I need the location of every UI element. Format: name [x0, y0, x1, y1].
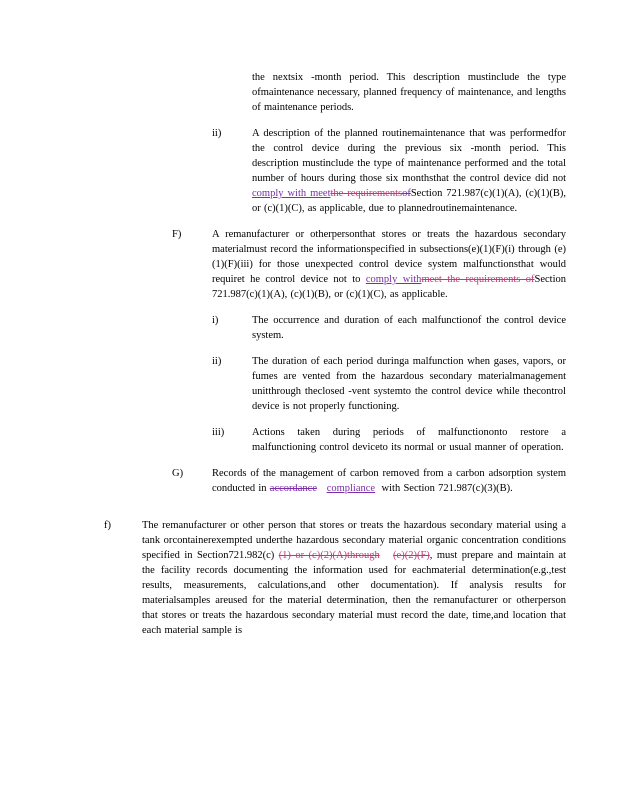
paragraph-text — [252, 354, 566, 414]
deletion-text: of — [402, 188, 411, 199]
text-run: samples are — [176, 595, 229, 606]
text-run: a malfunction when gases, vapors, or fumes are vented from the hazardous secondary material — [252, 356, 566, 382]
text-run: that the control device did not — [433, 173, 566, 184]
text-run: for the control device during the previous six -month period. This description must — [252, 128, 566, 169]
text-run: A remanufacturer or other — [212, 229, 332, 240]
list-marker: ii) — [212, 356, 222, 367]
list-marker: f) — [104, 520, 111, 531]
text-run: (e.g., — [530, 565, 552, 576]
list-marker: G) — [172, 468, 184, 479]
text-run: The occurrence and duration of each malfunction — [252, 315, 473, 326]
text-run: the hazardous secondary material organic concentration conditions specified in Section — [142, 535, 566, 561]
paragraph-text — [252, 70, 566, 115]
text-run: maintenance. — [461, 203, 518, 214]
list-item-F-i — [212, 313, 566, 343]
paragraph-text — [212, 466, 566, 496]
list-marker: iii) — [212, 427, 225, 438]
text-run: Section 721.987(c)(1)(A), (c)(1)(B), or (c)(1)(C), as applicable, due to planned — [252, 188, 566, 214]
text-run: The remanufacturer or other person that stores or treats the hazardous secondary material using a tank or — [142, 520, 566, 546]
text-run: exempted under — [211, 535, 280, 546]
text-run: The duration of each period during — [252, 356, 405, 367]
text-run: to the control device while the — [402, 386, 537, 397]
paragraph-text — [212, 227, 566, 302]
text-run: the nextsix -month period. This description mustinclude the type ofmaintenance necessary, planned frequency of maintenance, and lengths of maintenance periods. — [252, 72, 566, 113]
text-run: control device is not properly functioning. — [252, 386, 566, 412]
text-run: that would requiret he control device not to — [212, 259, 566, 285]
text-run: person — [331, 229, 360, 240]
text-run: to its normal or usual manner of operation. — [379, 442, 564, 453]
text-run: include the type of maintenance performed and the total number of hours during those six months — [252, 158, 566, 184]
insertion-text: comply with — [365, 274, 422, 285]
deletion-text: (1) or (c)(2)(A) — [278, 550, 348, 561]
text-run: maintenance that was performed — [411, 128, 554, 139]
text-run: , must prepare and maintain at the facility records documenting the information used for each — [142, 550, 566, 576]
paragraph-continuation — [252, 70, 566, 115]
list-item-F-records — [172, 227, 566, 302]
text-run: A description of the planned routine — [252, 128, 412, 139]
insertion-text: comply with meet — [252, 188, 331, 199]
list-item-F-ii — [212, 354, 566, 414]
list-item-F-iii — [212, 425, 566, 455]
text-run: through the — [268, 386, 318, 397]
text-run: and location that each material sample is — [142, 610, 566, 636]
paragraph-text — [252, 126, 566, 216]
text-run: 721.982(c) — [228, 550, 279, 561]
text-run: onto restore a malfunctioning control device — [252, 427, 566, 453]
list-marker: ii) — [212, 128, 222, 139]
text-run: that stores or treats the hazardous secondary material — [212, 229, 566, 255]
list-marker: i) — [212, 315, 219, 326]
insertion-text: compliance — [326, 483, 376, 494]
text-run: closed -vent system — [317, 386, 403, 397]
text-run: management unit — [252, 371, 566, 397]
text-run: (e)(1)(F)(i) through (e)(1)(F)(iii) for those unexpected control device system malfunctions — [212, 244, 566, 270]
list-item-G-carbon — [172, 466, 566, 496]
text-run: material determination — [431, 565, 531, 576]
text-run: and other documentation). If analysis results for material — [142, 580, 566, 606]
text-run: Actions taken during periods of malfunction — [252, 427, 489, 438]
list-item-f-recordkeeping — [104, 518, 566, 638]
paragraph-text — [252, 425, 566, 455]
deletion-text: the requirements — [330, 188, 403, 199]
text-run: Section 721.987(c)(1)(A), (c)(1)(B), or (c)(1)(C), as applicable. — [212, 274, 567, 300]
paragraph-text — [252, 313, 566, 343]
text-run: specified in subsections — [366, 244, 469, 255]
list-marker: F) — [172, 229, 182, 240]
text-run: Records of the management of carbon removed from a carbon adsorption system conducted in — [212, 468, 566, 494]
list-item-ii-maintenance — [212, 126, 566, 216]
text-run: used for the material determination, then the remanufacturer or other — [228, 595, 538, 606]
paragraph-text — [142, 518, 566, 638]
text-run: person that stores or treats the hazardous secondary material must record the date, time, — [142, 595, 566, 621]
deletion-text: accordance — [269, 483, 317, 494]
text-run: container — [172, 535, 212, 546]
deletion-text: meet the requirements of — [421, 274, 535, 285]
text-run: must record the information — [246, 244, 367, 255]
text-run: of the control device system. — [252, 315, 567, 341]
deletion-text: through — [347, 550, 380, 561]
text-run: routine — [431, 203, 462, 214]
deletion-text: (e)(2)(F) — [393, 550, 430, 561]
text-run: with Section 721.987(c)(3)(B). — [381, 483, 513, 494]
text-run: test results, measurements, calculations, — [142, 565, 566, 591]
